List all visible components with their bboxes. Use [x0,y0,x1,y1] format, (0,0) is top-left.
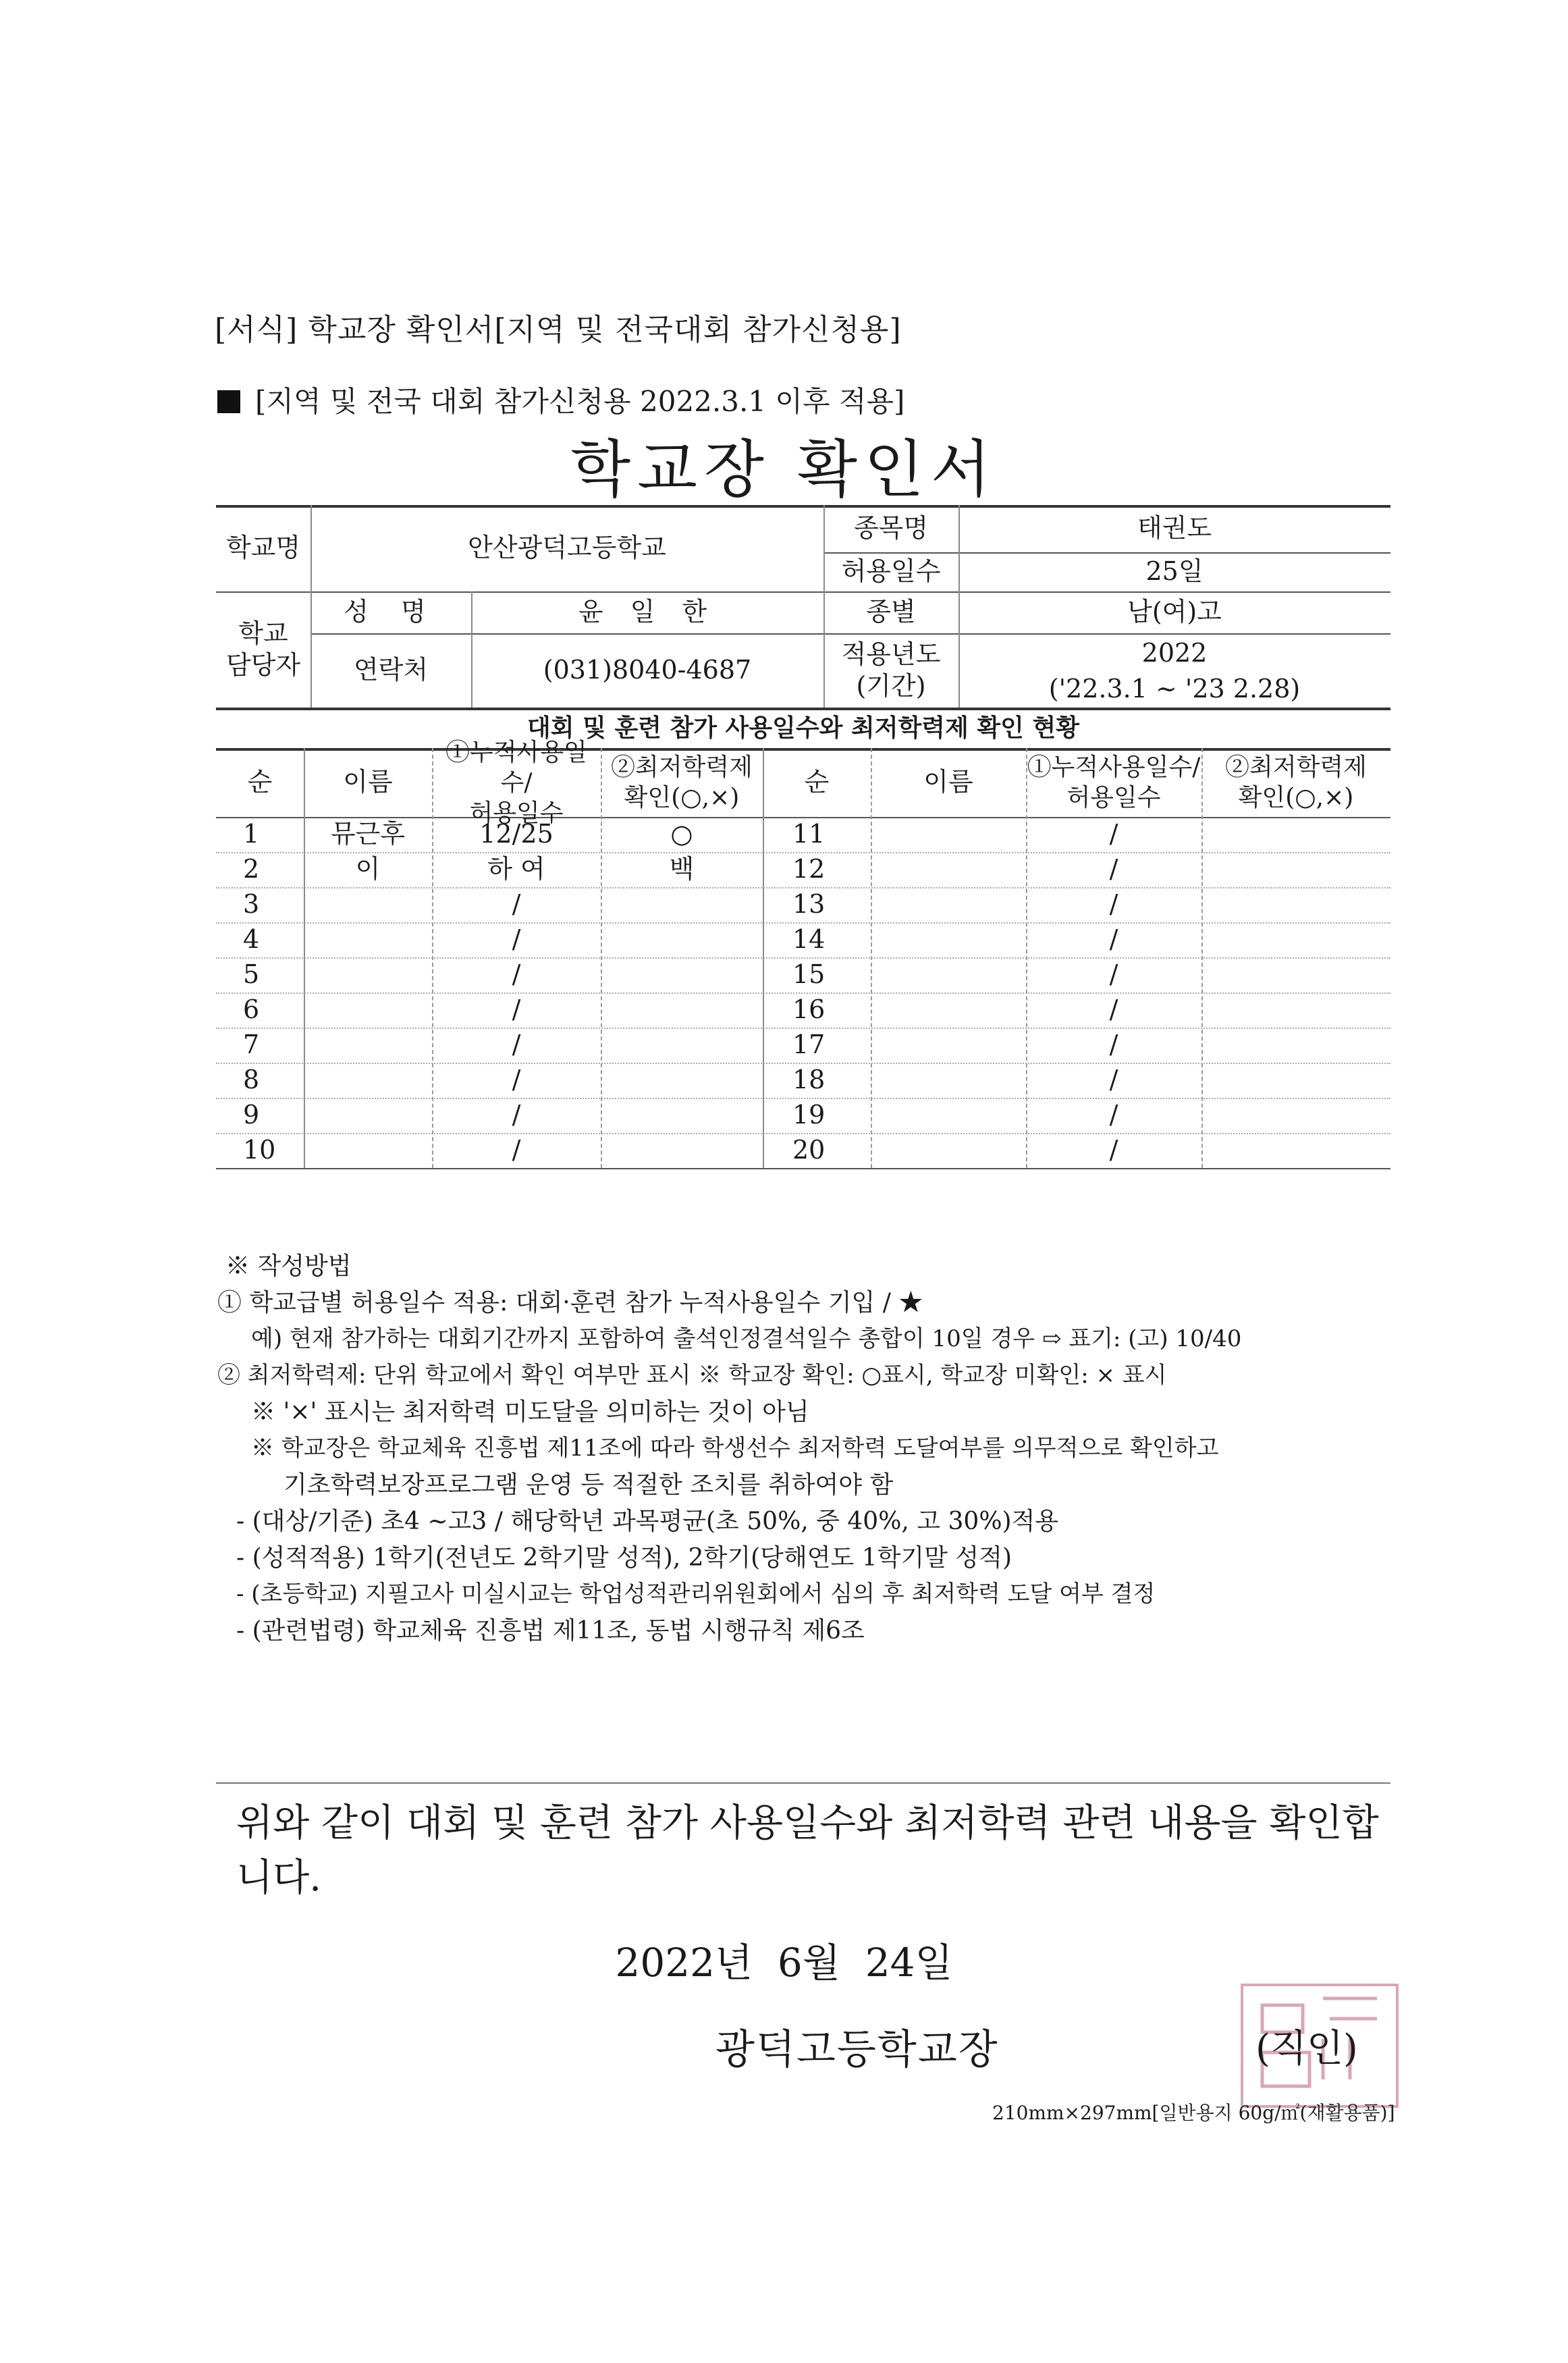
cell-no: 15 [792,959,826,990]
cell-days: / [1109,1065,1118,1095]
header-days-right: ①누적사용일수/ 허용일수 [1027,753,1201,812]
contact-group-label: 학교 담당자 [225,618,301,680]
cell-check [1201,1028,1390,1063]
cell-name [304,957,432,992]
confirmation-date: 2022년 6월 24일 [615,1940,953,1986]
cell-check [1201,992,1390,1028]
cell-no: 4 [243,924,260,955]
phone-value: (031)8040-4687 [543,655,752,685]
cell-check [601,887,763,922]
guide-note: ※ 학교장은 학교체육 진흥법 제11조에 따라 학생선수 최저학력 도달여부를 의무적으로 확인하고 [251,1435,1219,1462]
cell-days: / [1109,994,1118,1025]
status-section-title: 대회 및 훈련 참가 사용일수와 최저학력제 확인 현황 [526,714,1080,742]
guide-title: ※ 작성방법 [225,1252,352,1280]
cell-check [1201,1063,1390,1098]
cell-days: / [512,1135,521,1165]
cell-name [871,1133,1026,1168]
header-no-right: 순 [804,767,830,797]
cell-days: / [512,924,521,955]
cell-name [871,957,1026,992]
cell-days: / [1109,854,1118,884]
guide-detail: - (초등학교) 지필고사 미실시교는 학업성적관리위원회에서 심의 후 최저학력 도달 여부 결정 [236,1581,1156,1608]
sub-title [217,379,904,420]
guide-detail: - (관련법령) 학교체육 진흥법 제11조, 동법 시행규칙 제6조 [236,1617,865,1645]
form-title: [서식] 학교장 확인서[지역 및 전국대회 참가신청용] [215,313,902,347]
phone-label: 연락처 [353,655,429,685]
sub-title-text: [지역 및 전국 대회 참가신청용 2022.3.1 이후 적용] [255,385,905,418]
cell-name [304,1028,432,1063]
black-square-icon [217,390,240,413]
cell-no: 1 [243,819,260,849]
cell-no: 10 [243,1135,276,1165]
header-check-left: ②최저학력제 확인(○,×) [611,753,753,812]
allowed-days-label: 허용일수 [841,556,941,587]
cell-days: / [1109,924,1118,955]
cell-check [1201,922,1390,957]
year-period: ('22.3.1 ~ '23 2.28) [1048,674,1301,704]
cell-days: / [1109,1100,1118,1130]
cell-days: / [1109,1030,1118,1060]
type-label: 종별 [866,597,916,627]
guide-note-continued: 기초학력보장프로그램 운영 등 적절한 조치를 취하여야 함 [283,1471,894,1499]
cell-days: / [1109,819,1118,849]
cell-name [304,887,432,922]
cell-name [871,817,1026,852]
cell-days: / [1109,889,1118,920]
cell-no: 19 [792,1100,826,1130]
cell-name [304,992,432,1028]
cell-no: 12 [792,854,826,884]
header-name-right: 이름 [923,767,973,797]
cell-no: 5 [243,959,260,990]
event-value: 태권도 [1137,513,1212,543]
confirmation-text: 위와 같이 대회 및 훈련 참가 사용일수와 최저학력 관련 내용을 확인합니다. [236,1801,1379,1901]
guide-detail: - (성적적용) 1학기(전년도 2학기말 성적), 2학기(당해연도 1학기말 성적) [236,1544,1012,1572]
cell-name: 이 [355,854,381,884]
cell-name: 뮤근후 [330,819,406,849]
cell-days: / [1109,959,1118,990]
cell-name [304,1063,432,1098]
type-value: 남(여)고 [1127,597,1222,627]
guide-note: ※ '×' 표시는 최저학력 미도달을 의미하는 것이 아님 [251,1398,809,1426]
cell-name [871,922,1026,957]
cell-no: 2 [243,854,260,884]
cell-name [871,887,1026,922]
cell-check [1201,887,1390,922]
cell-no: 20 [792,1135,826,1165]
cell-check [1201,852,1390,887]
cell-days: / [512,994,521,1025]
year-label: 적용년도 (기간) [841,639,941,701]
year-value: 2022 [1141,638,1208,668]
cell-name [304,1098,432,1133]
cell-no: 18 [792,1065,826,1095]
cell-days: / [512,1030,521,1060]
cell-name [871,1098,1026,1133]
cell-no: 8 [243,1065,260,1095]
header-days-left: ①누적사용일수/ 허용일수 [445,738,587,827]
school-label: 학교명 [225,533,301,563]
cell-no: 13 [792,889,826,920]
cell-no: 7 [243,1030,260,1060]
cell-days: / [512,1065,521,1095]
header-no-left: 순 [247,767,273,797]
seal-label: (직인) [1255,2027,1358,2071]
cell-days: / [512,959,521,990]
cell-check [601,1063,763,1098]
cell-days: / [512,889,521,920]
cell-check [601,1098,763,1133]
cell-check [601,1028,763,1063]
cell-days: 하 여 [487,854,545,884]
cell-check [1201,957,1390,992]
page-title: 학교장 확인서 [570,433,998,506]
principal-title: 광덕고등학교장 [715,2026,999,2073]
cell-no: 9 [243,1100,260,1130]
name-value: 윤 일 한 [578,597,717,627]
cell-name [871,1063,1026,1098]
cell-name [871,992,1026,1028]
guide-detail: - (대상/기준) 초4 ~고3 / 해당학년 과목평균(초 50%, 중 40%, 고 30%)적용 [236,1508,1059,1535]
cell-no: 14 [792,924,826,955]
name-label: 성 명 [344,597,438,627]
cell-check: 백 [669,854,695,884]
cell-check [601,922,763,957]
guide-example: 예) 현재 참가하는 대회기간까지 포함하여 출석인정결석일수 총합이 10일 경우 ⇨ 표기: (고) 10/40 [251,1325,1242,1352]
cell-check [601,957,763,992]
cell-name [871,852,1026,887]
header-check-right: ②최저학력제 확인(○,×) [1225,753,1367,812]
cell-name [871,1028,1026,1063]
cell-days: / [1109,1135,1118,1165]
cell-no: 17 [792,1030,826,1060]
cell-no: 16 [792,994,826,1025]
cell-days: 12/25 [479,819,553,849]
cell-name [304,1133,432,1168]
cell-check [1201,817,1390,852]
cell-no: 3 [243,889,260,920]
cell-no: 11 [792,819,826,849]
cell-check [1201,1133,1390,1168]
cell-no: 6 [243,994,260,1025]
allowed-days-value: 25일 [1145,556,1204,587]
header-name-left: 이름 [343,767,393,797]
school-name: 안산광덕고등학교 [468,533,666,563]
guide-item: ① 학교급별 허용일수 적용: 대회·훈련 참가 누적사용일수 기입 / ★ [217,1289,923,1317]
event-label: 종목명 [853,513,929,543]
paper-spec-footnote: 210mm×297mm[일반용지 60g/㎡(재활용품)] [992,2102,1395,2124]
cell-check: ○ [670,819,693,849]
cell-days: / [512,1100,521,1130]
cell-name [304,922,432,957]
guide-item: ② 최저학력제: 단위 학교에서 확인 여부만 표시 ※ 학교장 확인: ○표시, 학교장 미확인: × 표시 [217,1362,1167,1389]
cell-check [601,1133,763,1168]
cell-check [1201,1098,1390,1133]
cell-check [601,992,763,1028]
